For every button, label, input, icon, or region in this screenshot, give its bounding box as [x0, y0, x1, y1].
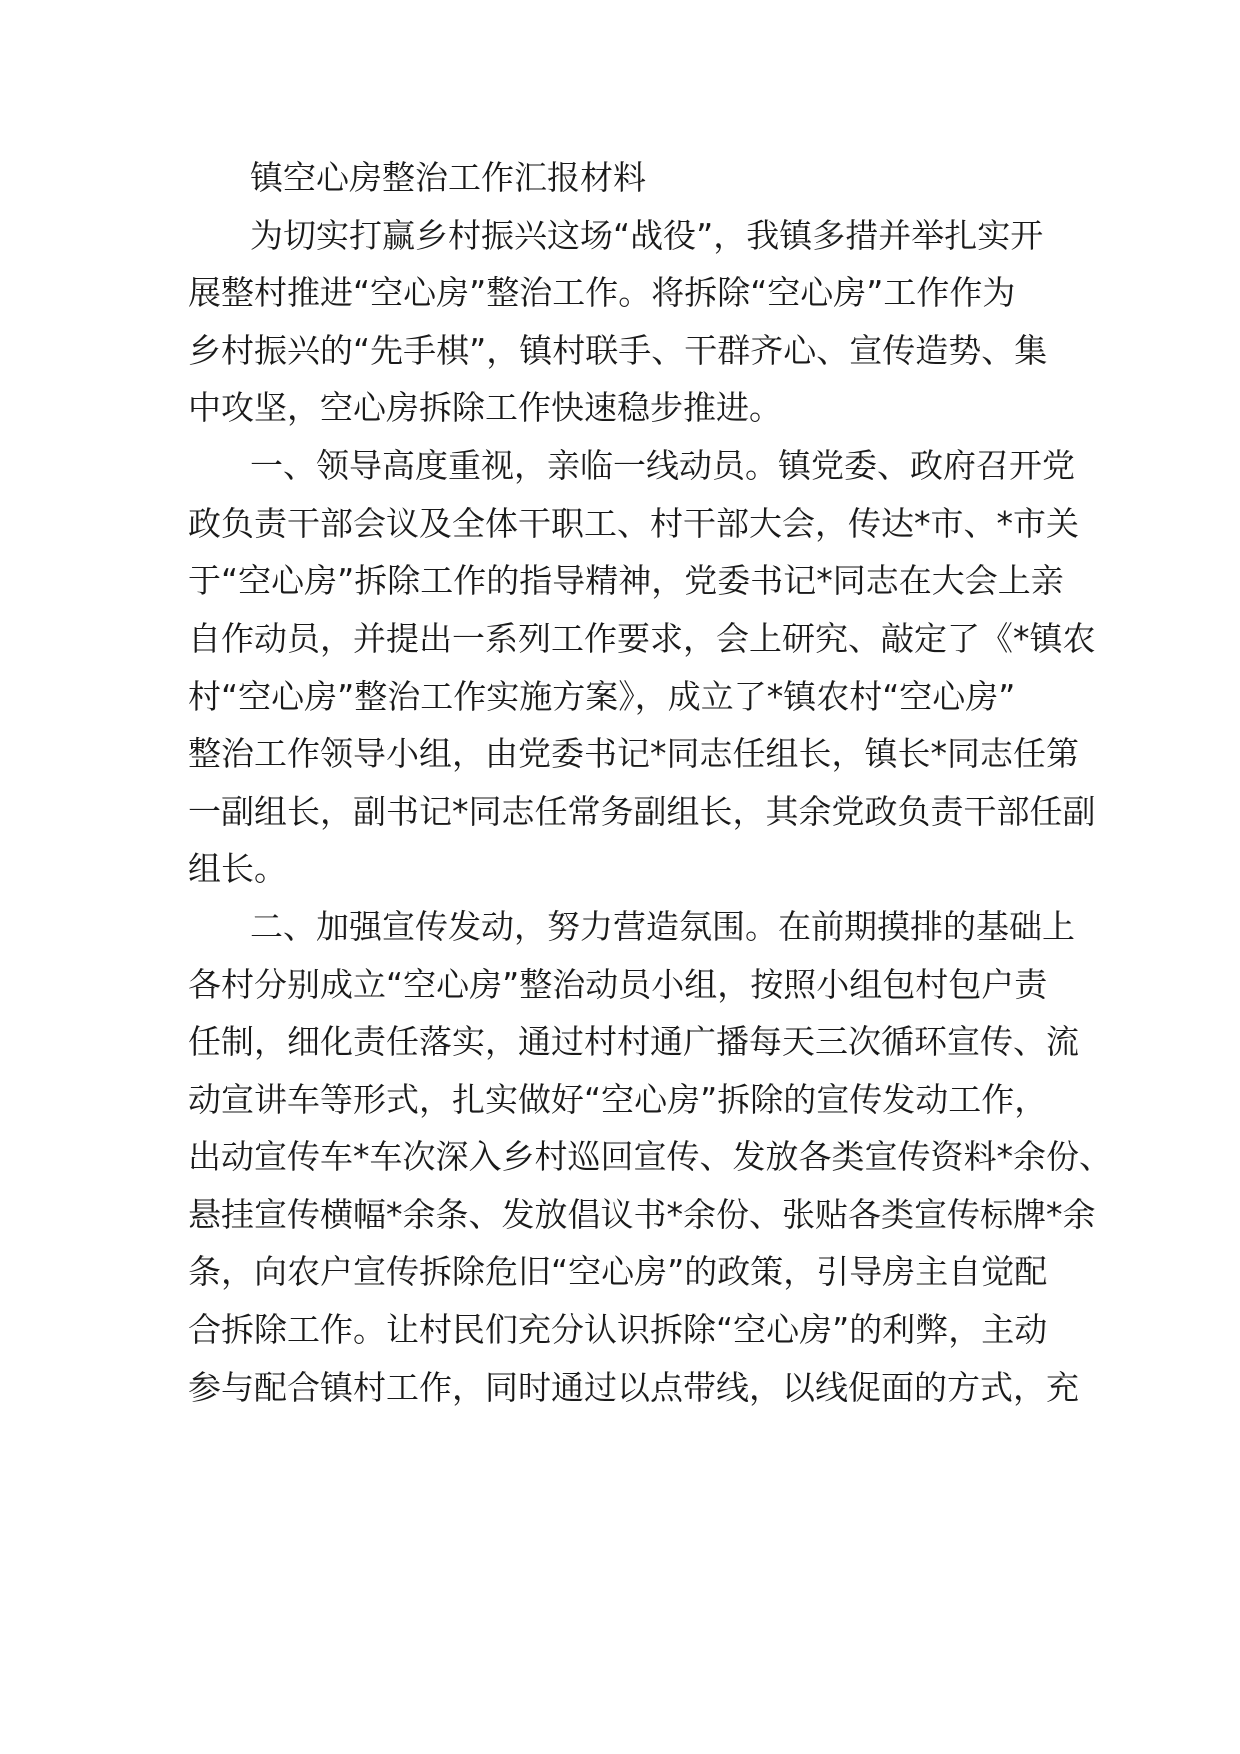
section-two-line-5: 出动宣传车*车次深入乡村巡回宣传、发放各类宣传资料*余份、: [188, 1137, 1112, 1176]
section-one-line-6: 整治工作领导小组，由党委书记*同志任组长，镇长*同志任第: [188, 734, 1079, 773]
section-two-line-8: 合拆除工作。让村民们充分认识拆除“空心房”的利弊，主动: [188, 1310, 1048, 1349]
document-title: 镇空心房整治工作汇报材料: [250, 158, 646, 197]
paragraph-intro-line-1: 为切实打赢乡村振兴这场“战役”，我镇多措并举扎实开: [250, 216, 1044, 255]
section-two-line-7: 条，向农户宣传拆除危旧“空心房”的政策，引导房主自觉配: [188, 1252, 1048, 1291]
paragraph-intro-line-2: 展整村推进“空心房”整治工作。将拆除“空心房”工作作为: [188, 273, 1016, 312]
section-two-line-3: 任制，细化责任落实，通过村村通广播每天三次循环宣传、流: [188, 1022, 1079, 1061]
section-one-line-2: 政负责干部会议及全体干职工、村干部大会，传达*市、*市关: [188, 504, 1079, 543]
section-two-line-1: 二、加强宣传发动，努力营造氛围。在前期摸排的基础上: [250, 907, 1075, 946]
paragraph-intro-line-4: 中攻坚，空心房拆除工作快速稳步推进。: [188, 388, 782, 427]
section-two-line-4: 动宣讲车等形式，扎实做好“空心房”拆除的宣传发动工作，: [188, 1080, 1048, 1119]
section-two-line-6: 悬挂宣传横幅*余条、发放倡议书*余份、张贴各类宣传标牌*余: [188, 1195, 1096, 1234]
section-one-line-7: 一副组长，副书记*同志任常务副组长，其余党政负责干部任副: [188, 792, 1096, 831]
paragraph-intro-line-3: 乡村振兴的“先手棋”，镇村联手、干群齐心、宣传造势、集: [188, 331, 1048, 370]
section-two-line-2: 各村分别成立“空心房”整治动员小组，按照小组包村包户责: [188, 965, 1048, 1004]
section-one-line-8: 组长。: [188, 849, 287, 888]
section-one-line-3: 于“空心房”拆除工作的指导精神，党委书记*同志在大会上亲: [188, 561, 1064, 600]
section-one-line-4: 自作动员，并提出一系列工作要求，会上研究、敲定了《*镇农: [188, 619, 1096, 658]
section-two-line-9: 参与配合镇村工作，同时通过以点带线，以线促面的方式，充: [188, 1368, 1079, 1407]
section-one-line-1: 一、领导高度重视，亲临一线动员。镇党委、政府召开党: [250, 446, 1075, 485]
section-one-line-5: 村“空心房”整治工作实施方案》，成立了*镇农村“空心房”: [188, 677, 1016, 716]
